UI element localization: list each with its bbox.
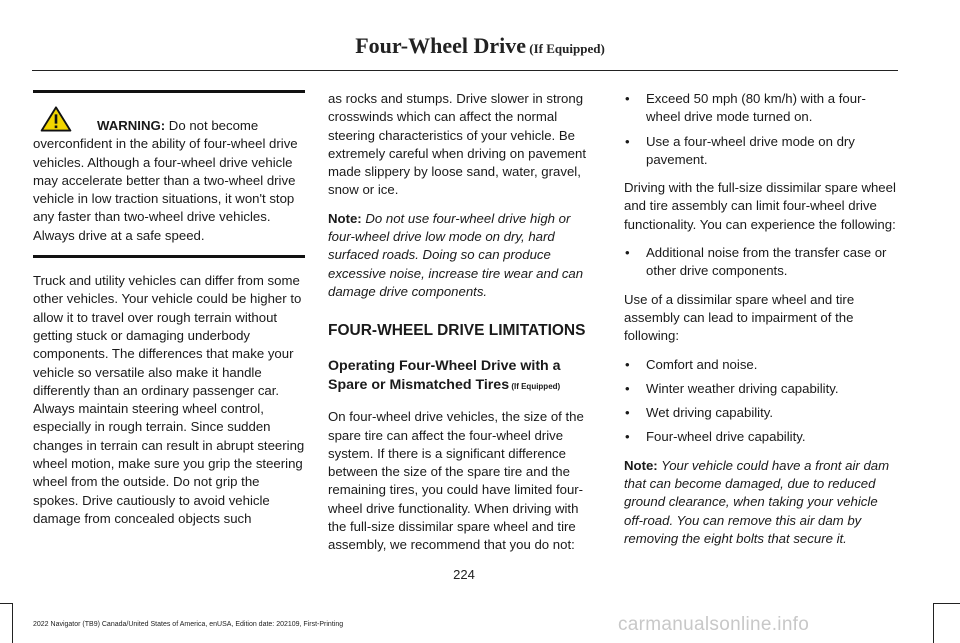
bullet-icon: • xyxy=(625,133,630,149)
body-paragraph: Driving with the full-size dissimilar spare wheel and tire assembly can limit four-wheel drive functionality. You can experience the following: xyxy=(624,180,896,232)
note-text: Your vehicle could have a front air dam that can become damaged, due to reduced ground clearance, when taking your vehicle off-road. You can remove this air dam by removing the eight bolts that secure it. xyxy=(624,457,890,546)
list-item xyxy=(624,404,896,422)
watermark-logo: carmanualsonline.info xyxy=(618,614,810,635)
page-number: 224 xyxy=(453,567,475,582)
list-item-text: Exceed 50 mph (80 km/h) with a four-wheel drive mode turned on. xyxy=(646,91,866,125)
list-item-text: Additional noise from the transfer case or other drive components. xyxy=(646,245,887,279)
bullet-list xyxy=(624,356,896,447)
list-item xyxy=(624,380,896,398)
list-item xyxy=(624,244,896,281)
warning-box xyxy=(33,90,305,258)
list-item-text: Comfort and noise. xyxy=(646,356,758,372)
list-item xyxy=(624,133,896,170)
if-equipped-tag: (If Equipped) xyxy=(509,381,561,391)
crop-mark-left-vertical xyxy=(12,603,13,643)
warning-label: WARNING: xyxy=(97,118,166,133)
list-item xyxy=(624,90,896,127)
bullet-icon: • xyxy=(625,380,630,396)
column-right xyxy=(624,90,896,558)
bullet-list xyxy=(624,90,896,169)
subsection-title: Operating Four-Wheel Drive with a Spare or Mismatched Tires xyxy=(328,358,561,393)
crop-mark-left-horizontal xyxy=(0,603,12,604)
warning-text xyxy=(33,117,305,245)
chapter-title: Four-Wheel Drive xyxy=(355,33,527,58)
warning-body: Do not become overconfident in the ability of four-wheel drive vehicles. Although a four-wheel drive vehicle may accelerate better than a two-wheel drive vehicle in low traction situations, it won't stop any faster than two-wheel drive vehicles. Always drive at a safe speed. xyxy=(33,118,298,243)
bullet-icon: • xyxy=(625,91,630,106)
header-divider xyxy=(32,70,898,71)
note-text: Do not use four-wheel drive high or four-wheel drive low mode on dry, hard surfaced roads. Doing so can produce excessive noise, increase tire wear and can damage drive components. xyxy=(328,210,584,299)
chapter-subtitle: (If Equipped) xyxy=(526,41,605,56)
list-item-text: Wet driving capability. xyxy=(646,405,774,421)
note xyxy=(624,457,896,548)
list-item xyxy=(624,428,896,446)
note-label: Note: xyxy=(328,210,362,226)
bullet-icon: • xyxy=(625,356,630,372)
list-item-text: Winter weather driving capability. xyxy=(646,380,839,396)
crop-mark-right-vertical xyxy=(933,603,934,643)
body-paragraph: Truck and utility vehicles can differ from some other vehicles. Your vehicle could be higher to allow it to travel over rough terrain without getting stuck or damaging underbody components. The differences that make your vehicle so versatile also make it handle differently than an ordinary passenger car. Always maintain steering wheel control, especially in rough terrain. Since sudden changes in terrain can result in abrupt steering wheel motion, make sure you grip the steering wheel from the outside. Do not grip the spokes. Drive cautiously to avoid vehicle damage from concealed objects such xyxy=(33,273,305,526)
section-heading: FOUR-WHEEL DRIVE LIMITATIONS xyxy=(328,322,586,340)
bullet-icon: • xyxy=(625,405,630,421)
list-item-text: Use a four-wheel drive mode on dry pavement. xyxy=(646,133,855,167)
body-paragraph: Use of a dissimilar spare wheel and tire assembly can lead to impairment of the following: xyxy=(624,291,855,344)
body-paragraph: as rocks and stumps. Drive slower in strong crosswinds which can affect the normal steering characteristics of your vehicle. Be extremely careful when driving on pavement made slippery by loose sand, water, gravel, snow or ice. xyxy=(328,91,587,198)
note-label: Note: xyxy=(624,457,658,473)
page-title xyxy=(0,33,960,59)
list-item-text: Four-wheel drive capability. xyxy=(646,429,806,445)
bullet-list xyxy=(624,244,896,281)
column-middle xyxy=(328,90,600,565)
bullet-icon: • xyxy=(625,245,630,261)
edition-footer: 2022 Navigator (TB9) Canada/United States of America, enUSA, Edition date: 202109, First-Printing xyxy=(33,621,344,628)
list-item xyxy=(624,356,896,374)
crop-mark-right-horizontal xyxy=(933,603,960,604)
bullet-icon: • xyxy=(625,429,630,445)
body-paragraph: On four-wheel drive vehicles, the size of the spare tire can affect the four-wheel drive system. If there is a significant difference between the size of the spare tire and the remaining tires, you could have limited four-wheel drive functionality. When driving with the full-size dissimilar spare wheel and tire assembly, we recommend that you do not: xyxy=(328,409,584,553)
warning-triangle-icon xyxy=(39,106,73,132)
column-left xyxy=(33,90,305,538)
note xyxy=(328,210,600,301)
subsection-heading xyxy=(328,357,600,396)
